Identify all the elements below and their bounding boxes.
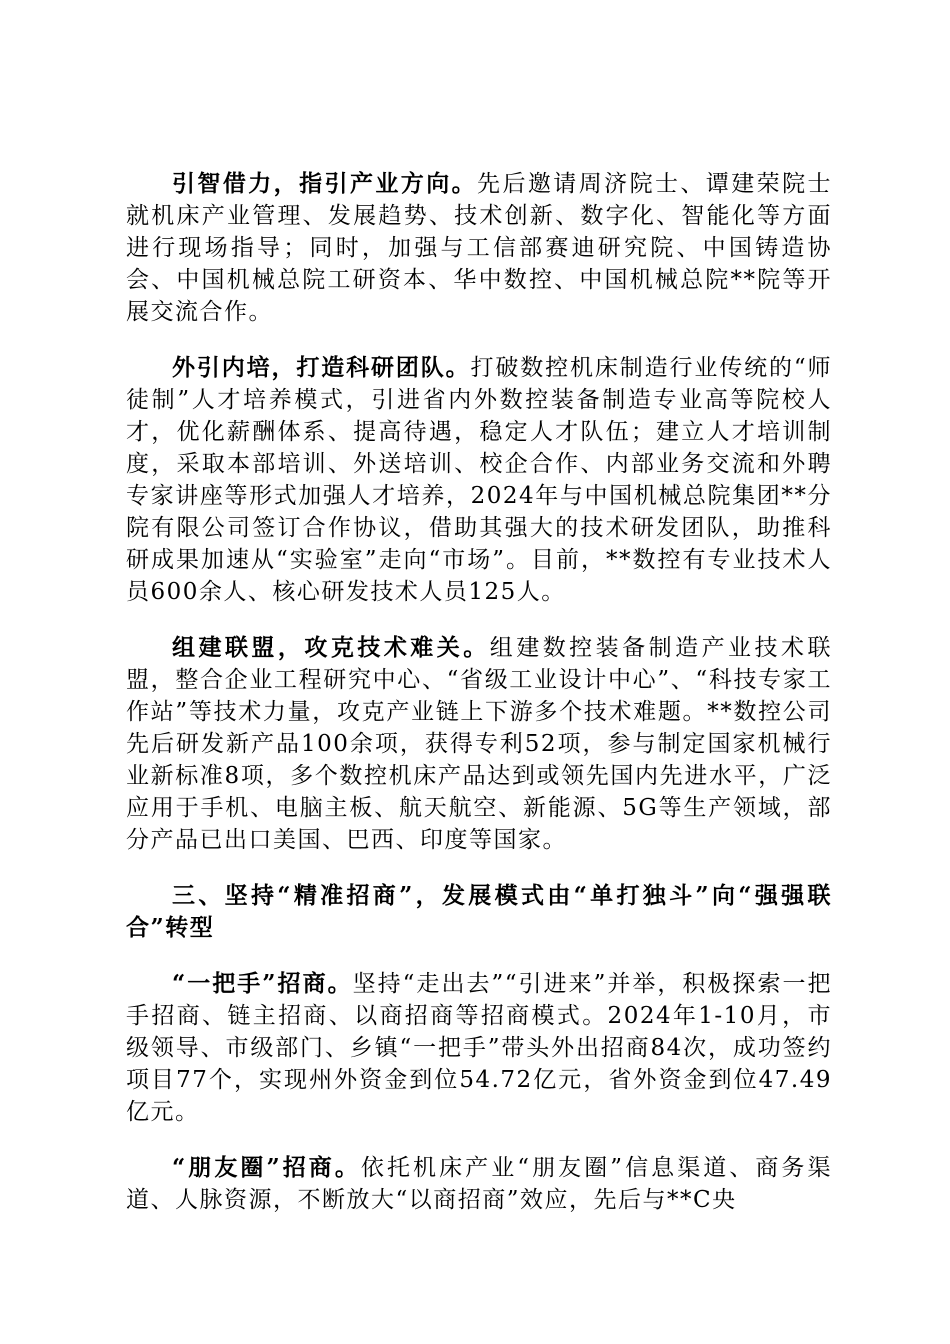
paragraph-lead: “朋友圈”招商。 <box>172 1154 361 1181</box>
paragraph-lead: 引智借力，指引产业方向。 <box>172 170 478 197</box>
paragraph-tech-alliance <box>126 632 832 856</box>
paragraph-body: 坚持“走出去”“引进来”并举，积极探索一把手招商、链主招商、以商招商等招商模式。2024年1-10月，市级领导、市级部门、乡镇“一把手”带头外出招商84次，成功签约项目77个，实现州外资金到位54.72亿元，省外资金到位47.49亿元。 <box>126 971 832 1125</box>
paragraph-body: 组建数控装备制造产业技术联盟，整合企业工程研究中心、“省级工业设计中心”、“科技专家工作站”等技术力量，攻克产业链上下游多个技术难题。**数控公司先后研发新产品100余项，获得专利52项，参与制定国家机械行业新标准8项，多个数控机床产品达到或领先国内先进水平，广泛应用于手机、电脑主板、航天航空、新能源、5G等生产领域，部分产品已出口美国、巴西、印度等国家。 <box>126 635 833 853</box>
paragraph-body: 打破数控机床制造行业传统的“师徒制”人才培养模式，引进省内外数控装备制造专业高等院校人才，优化薪酬体系、提高待遇，稳定人才队伍；建立人才培训制度，采取本部培训、外送培训、校企合作、内部业务交流和外聘专家讲座等形式加强人才培养，2024年与中国机械总院集团**分院有限公司签订合作协议，借助其强大的技术研发团队，助推科研成果加速从“实验室”走向“市场”。目前，**数控有专业技术人员600余人、核心研发技术人员125人。 <box>126 355 832 605</box>
paragraph-network-investment <box>126 1152 832 1216</box>
paragraph-leader-investment <box>126 968 832 1128</box>
paragraph-research-team <box>126 352 832 608</box>
paragraph-talent-guidance <box>126 168 832 328</box>
paragraph-lead: “一把手”招商。 <box>172 970 353 997</box>
paragraph-body: 依托机床产业“朋友圈”信息渠道、商务渠道、人脉资源，不断放大“以商招商”效应，先后与**C央 <box>126 1155 832 1213</box>
section-heading: 三、坚持“精准招商”，发展模式由“单打独斗”向“强强联合”转型 <box>126 882 832 941</box>
paragraph-lead: 组建联盟，攻克技术难关。 <box>172 634 490 661</box>
paragraph-lead: 外引内培，打造科研团队。 <box>172 354 471 381</box>
paragraph-body: 先后邀请周济院士、谭建荣院士就机床产业管理、发展趋势、技术创新、数字化、智能化等方面进行现场指导；同时，加强与工信部赛迪研究院、中国铸造协会、中国机械总院工研资本、华中数控、中国机械总院**院等开展交流合作。 <box>126 171 833 325</box>
